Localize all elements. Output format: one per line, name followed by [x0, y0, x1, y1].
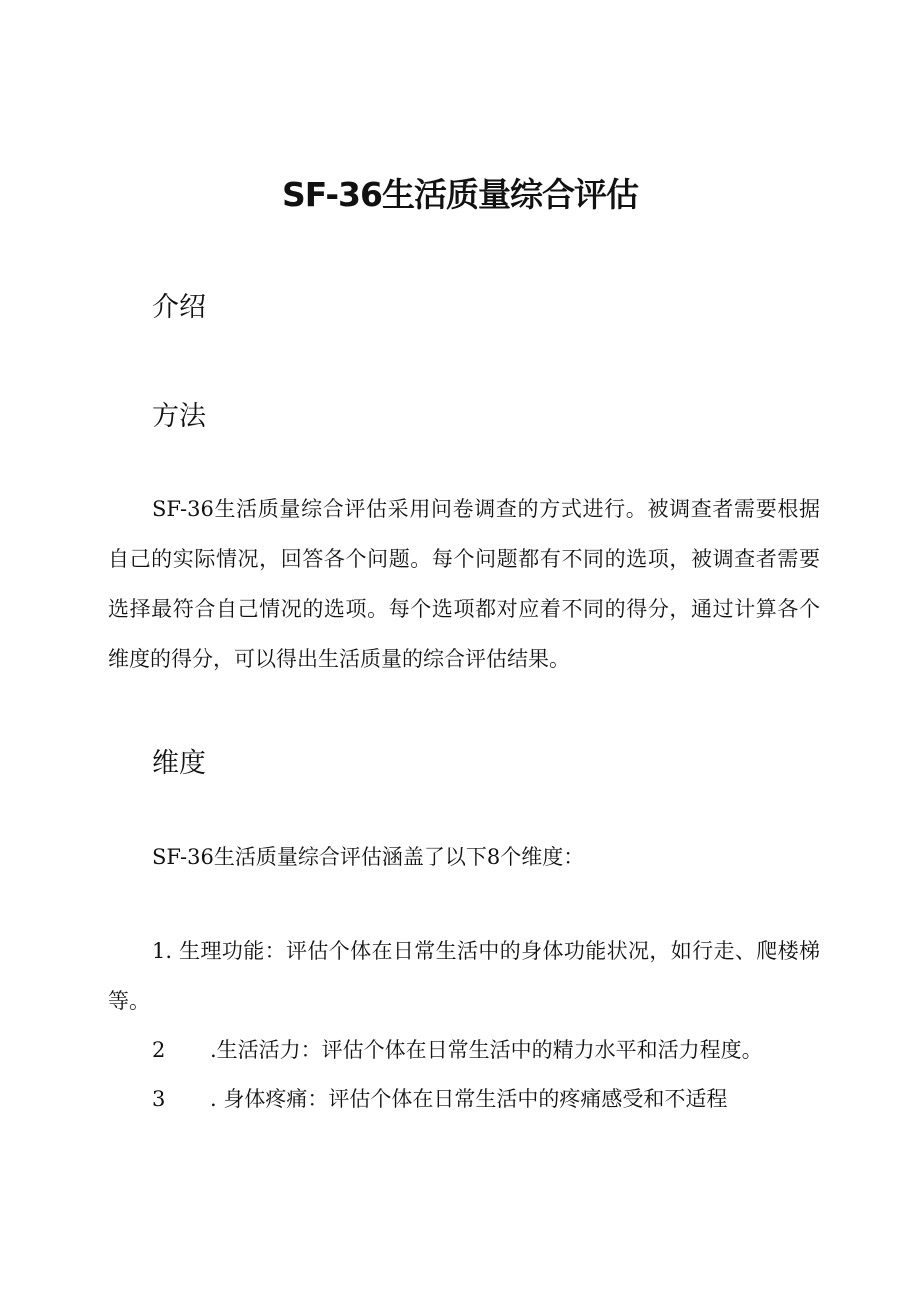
dimension-item-2	[108, 1025, 820, 1075]
heading-introduction: 介绍	[152, 292, 206, 323]
heading-dimensions: 维度	[152, 748, 206, 779]
dimension-item-3	[108, 1074, 820, 1124]
dimension-item-1	[108, 926, 820, 1026]
dimension-item-text: .生活活力：评估个体在日常生活中的精力水平和活力程度。	[210, 1038, 763, 1062]
methods-paragraph: SF-36生活质量综合评估采用问卷调查的方式进行。被调查者需要根据自己的实际情况，回答各个问题。每个问题都有不同的选项，被调查者需要选择最符合自己情况的选项。每个选项都对应着不同的得分，通过计算各个维度的得分，可以得出生活质量的综合评估结果。	[108, 497, 820, 671]
dimensions-intro: SF-36生活质量综合评估涵盖了以下8个维度：	[152, 845, 585, 869]
dimension-item-number: 3	[152, 1087, 166, 1111]
dimension-item-number: 2	[152, 1038, 166, 1062]
dimension-item-text: . 生理功能：评估个体在日常生活中的身体功能状况，如行走、爬楼梯等。	[108, 939, 820, 1013]
dimension-item-text: . 身体疼痛：评估个体在日常生活中的疼痛感受和不适程	[210, 1087, 728, 1111]
heading-methods: 方法	[152, 401, 206, 432]
dimension-item-number: 1	[152, 939, 166, 963]
page-title: SF-36生活质量综合评估	[282, 175, 638, 214]
